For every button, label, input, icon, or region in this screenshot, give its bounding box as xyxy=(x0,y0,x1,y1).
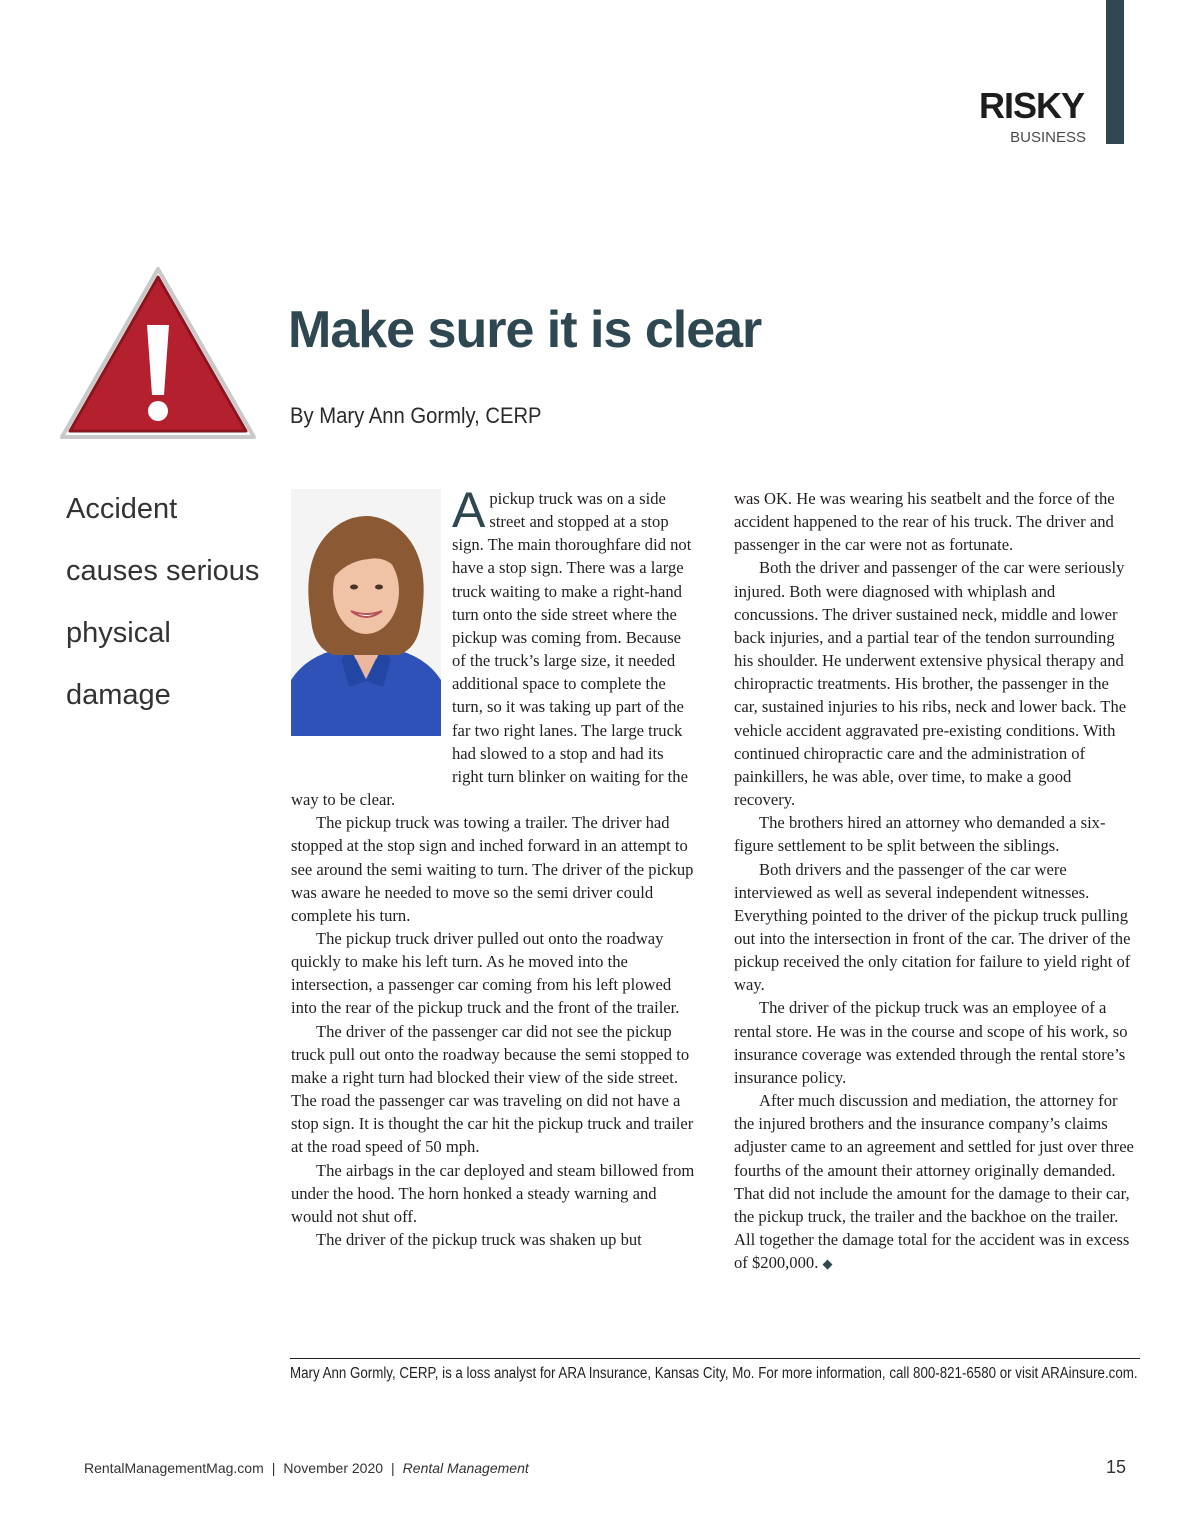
byline: By Mary Ann Gormly, CERP xyxy=(290,403,542,428)
pull-quote-line: causes serious xyxy=(66,555,260,587)
article-text: pickup truck was on a side street and stopped at a stop sign. The main thoroughfare did not have a stop sign. There was a large truck waiting to make a right-hand turn onto the side street where the pickup was coming from. Because of the truck’s large size, it needed additional space to complete the turn, so it was taking up part of the far two right lanes. The large truck had slowed to a stop and had its right turn blinker on waiting for the way to be clear. xyxy=(291,489,692,810)
author-bio: Mary Ann Gormly, CERP, is a loss analyst for ARA Insurance, Kansas City, Mo. For more information, call 800-821-6580 or visit ARAinsure.com. xyxy=(290,1365,1138,1382)
section-subtitle: BUSINESS xyxy=(1010,129,1086,146)
article-paragraph: The airbags in the car deployed and steam billowed from under the hood. The horn honked a steady warning and would not shut off. xyxy=(291,1160,695,1226)
article-paragraph: The pickup truck was towing a trailer. The driver had stopped at the stop sign and inched forward in an attempt to see around the semi waiting to turn. The driver of the pickup was aware he needed to move so the semi driver could complete his turn. xyxy=(291,813,694,925)
article-paragraph: Both drivers and the passenger of the car were interviewed as well as several independent witnesses. Everything pointed to the driver of the pickup truck pulling out into the intersection in front of the car. The driver of the pickup received the only citation for failure to yield right of way. xyxy=(734,859,1131,995)
footer-separator: | xyxy=(391,1460,395,1476)
pull-quote xyxy=(66,478,276,726)
article-paragraph: The driver of the passenger car did not see the pickup truck pull out onto the roadway because the semi stopped to make a right turn had blocked their view of the side street. The road the passenger car was traveling on did not have a stop sign. It is thought the car hit the pickup truck and trailer at the road speed of 50 mph. xyxy=(291,1021,694,1157)
page-footer xyxy=(84,1460,529,1476)
article-column-1 xyxy=(291,482,695,1251)
pull-quote-line: physical xyxy=(66,617,171,649)
pull-quote-line: Accident xyxy=(66,493,178,525)
footer-site-link[interactable]: RentalManagementMag.com xyxy=(84,1460,264,1476)
page-title: Make sure it is clear xyxy=(288,301,762,359)
article-paragraph: The brothers hired an attorney who demanded a six-figure settlement to be split between the siblings. xyxy=(734,813,1106,856)
pull-quote-line: damage xyxy=(66,679,171,711)
article-paragraph: The driver of the pickup truck was an employee of a rental store. He was in the course and scope of his work, so insurance coverage was extended through the rental store’s insurance policy. xyxy=(734,998,1128,1087)
photo-wrap-spacer xyxy=(291,487,452,767)
article-paragraph xyxy=(734,1089,1134,1275)
article-paragraph: The pickup truck driver pulled out onto the roadway quickly to make his left turn. As he moved into the intersection, a passenger car coming from his left plowed into the rear of the pickup truck and the front of the trailer. xyxy=(291,928,680,1018)
footer-magazine: Rental Management xyxy=(402,1460,529,1476)
footer-separator: | xyxy=(271,1460,276,1476)
article-paragraph: Both the driver and passenger of the car were seriously injured. Both were diagnosed with whiplash and concussions. The driver sustained neck, middle and lower back injuries, and a partial tear of the tendon surrounding his shoulder. He underwent extensive physical therapy and chiropractic treatments. His brother, the passenger in the car, sustained injuries to his ribs, neck and lower back. The vehicle accident aggravated pre-existing conditions. With continued chiropractic care and the administration of painkillers, he was able, over time, to make a good recovery. xyxy=(734,558,1127,810)
article-text: After much discussion and mediation, the attorney for the injured brothers and the insurance company’s claims adjuster came to an agreement and settled for just over three fourths of the amount their attorney originally demanded. That did not include the amount for the damage to their car, the pickup truck, the trailer and the backhoe on the trailer. All together the damage total for the accident was in excess of $200,000. xyxy=(734,1091,1134,1273)
article-column-2 xyxy=(734,487,1134,1275)
section-title: RISKY xyxy=(978,85,1084,126)
page-number: 15 xyxy=(1106,1457,1127,1477)
article-paragraph: The driver of the pickup truck was shaken up but xyxy=(316,1230,642,1249)
warning-triangle-icon xyxy=(58,265,258,445)
end-mark-icon: ◆ xyxy=(822,1256,833,1272)
section-accent-bar xyxy=(1106,0,1124,144)
drop-cap: A xyxy=(452,482,486,538)
footnote-divider xyxy=(290,1358,1140,1359)
footer-issue: November 2020 xyxy=(283,1460,384,1476)
article-paragraph: was OK. He was wearing his seatbelt and the force of the accident happened to the rear of his truck. The driver and passenger in the car were not as fortunate. xyxy=(734,489,1115,555)
